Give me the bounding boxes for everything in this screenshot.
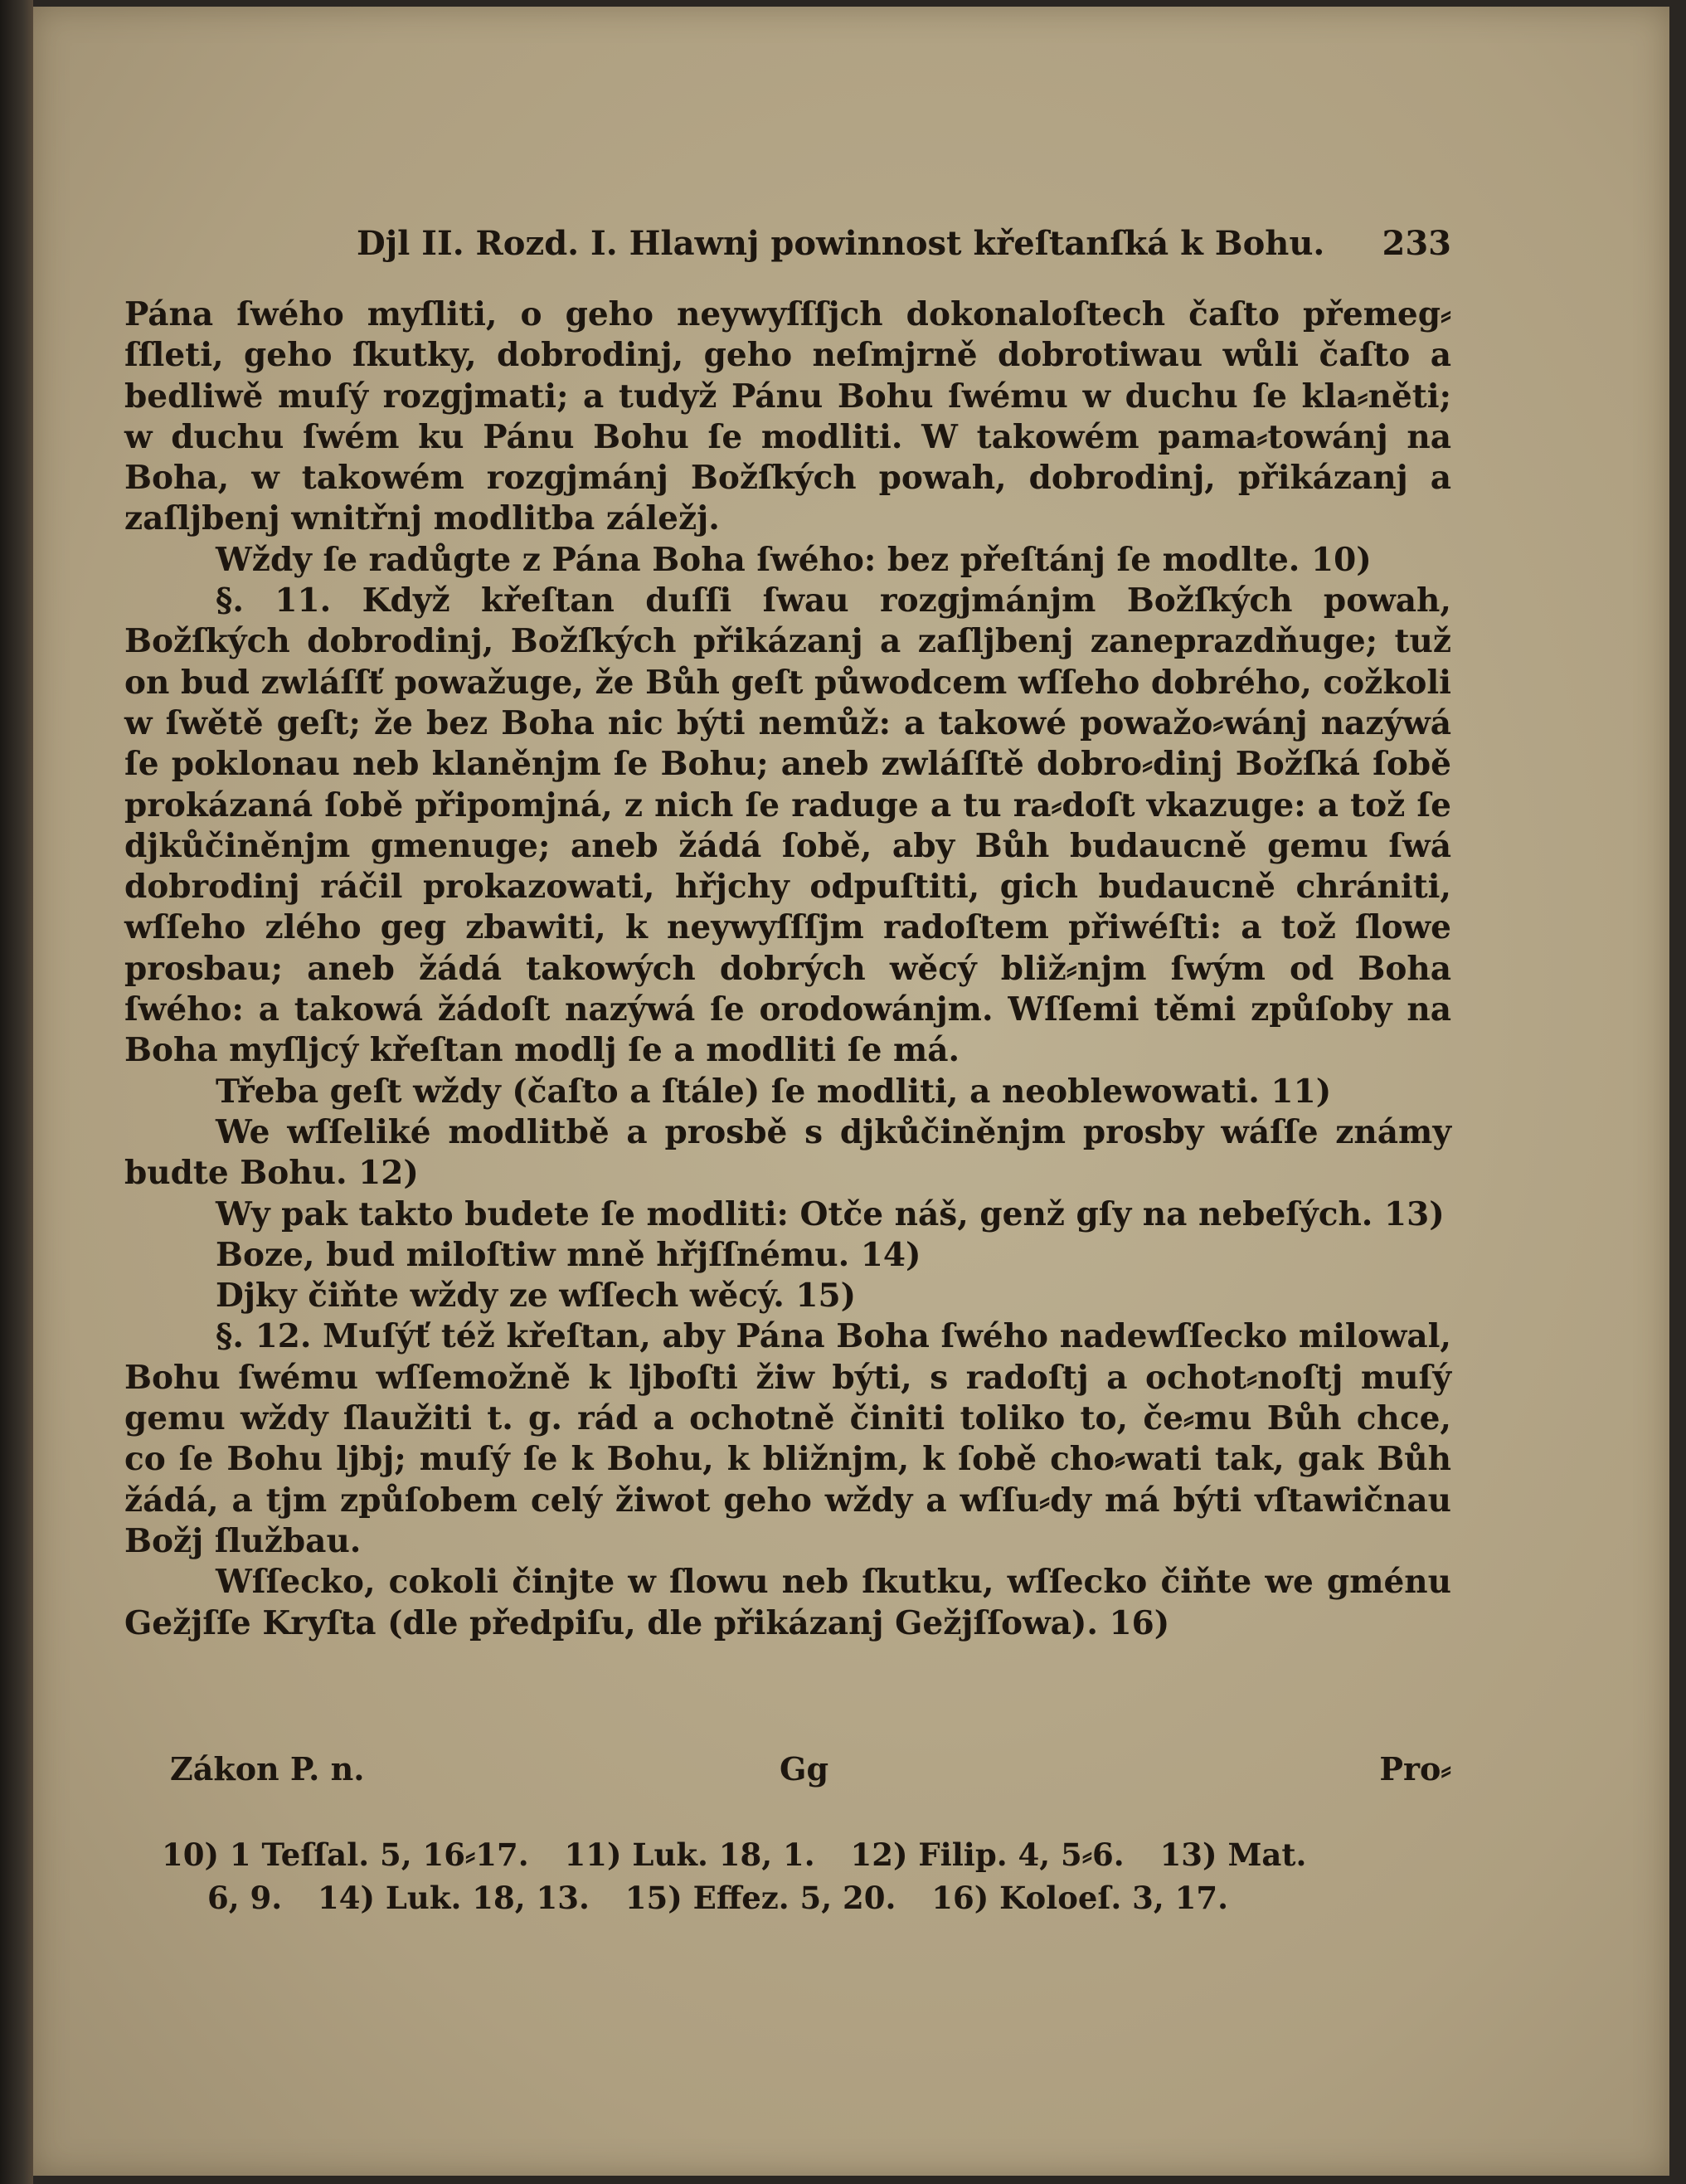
body-text xyxy=(124,294,1451,1644)
paragraph: We wſſeliké modlitbě a prosbě s djkůčiněnjm prosby wáſſe známy budte Bohu. 12) xyxy=(124,1112,1451,1193)
paragraph: Djky čiňte wždy ze wſſech wěcý. 15) xyxy=(216,1277,857,1316)
signature-mark: Gg xyxy=(780,1750,829,1788)
footnote: 6, 9. xyxy=(207,1880,283,1916)
paragraph: §. 12. Muſýť též křeſtan, aby Pána Boha ſwého nadewſſecko milowal, Bohu ſwému wſſemožně k ljboſti žiw býti, s radoſtj a ochot⸗noſtj muſý gemu wždy ſlaužiti t. g. rád a ochotně činiti toliko to, če⸗mu Bůh chce, co ſe Bohu ljbj; muſý ſe k Bohu, k bližnjm, k ſobě cho⸗wati tak, gak Bůh žádá, a tjm způſobem celý žiwot geho wždy a wſſu⸗dy má býti vſtawičnau Božj ſlužbau. xyxy=(124,1317,1451,1560)
book-binding xyxy=(0,0,33,2184)
running-title: Djl II. Rozd. I. Hlawnj powinnost křeſtanſká k Bohu. xyxy=(357,224,1325,263)
footnote-line xyxy=(124,1876,1451,1919)
footnote: 16) Koloeſ. 3, 17. xyxy=(931,1880,1229,1916)
catchline-label: Zákon P. n. xyxy=(170,1750,365,1788)
footnote: 14) Luk. 18, 13. xyxy=(318,1880,590,1916)
page-number: 233 xyxy=(1382,224,1451,263)
catchword: Pro⸗ xyxy=(1379,1750,1451,1788)
footnotes xyxy=(124,1833,1451,1919)
catchline xyxy=(124,1750,1451,1800)
footnote: 12) Filip. 4, 5⸗6. xyxy=(850,1836,1125,1873)
paragraph: §. 11. Když křeſtan duſſi ſwau rozgjmánjm Božſkých powah, Božſkých dobrodinj, Božſkých přikázanj a zaſljbenj zaneprazdňuge; tuž on bud zwláſſť powažuge, že Bůh geſt půwodcem wſſeho dobrého, cožkoli w ſwětě geſt; že bez Boha nic býti nemůž: a takowé powažo⸗wánj nazýwá ſe poklonau neb klaněnjm ſe Bohu; aneb zwláſſtě dobro⸗dinj Božſká ſobě prokázaná ſobě připomjná, z nich ſe raduge a tu ra⸗doſt vkazuge: a tož ſe djkůčiněnjm gmenuge; aneb žádá ſobě, aby Bůh budaucně gemu ſwá dobrodinj ráčil prokazowati, hřjchy odpuſtiti, gich budaucně chrániti, wſſeho zlého geg zbawiti, k neywyſſſjm radoſtem přiwéſti: a tož ſlowe prosbau; aneb žádá takowých dobrých wěcý bliž⸗njm ſwým od Boha ſwého: a takowá žádoſt nazýwá ſe orodowánjm. Wſſemi těmi způſoby na Boha myſljcý křeſtan modlj ſe a modliti ſe má. xyxy=(124,581,1451,1070)
footnote: 13) Mat. xyxy=(1159,1836,1307,1873)
footnote: 11) Luk. 18, 1. xyxy=(564,1836,815,1873)
footnote: 10) 1 Teſſal. 5, 16⸗17. xyxy=(162,1836,529,1873)
paragraph: Pána ſwého myſliti, o geho neywyſſſjch dokonaloſtech čaſto přemeg⸗ſſleti, geho ſkutky, dobrodinj, geho neſmjrně dobrotiwau wůli čaſto a bedliwě muſý rozgjmati; a tudyž Pánu Bohu ſwému w duchu ſe kla⸗něti; w duchu ſwém ku Pánu Bohu ſe modliti. W takowém pama⸗towánj na Boha, w takowém rozgjmánj Božſkých powah, dobrodinj, přikázanj a zaſljbenj wnitřnj modlitba záležj. xyxy=(124,295,1451,538)
footnote: 15) Effez. 5, 20. xyxy=(624,1880,896,1916)
paragraph: Boze, bud miloſtiw mně hřjſſnému. 14) xyxy=(216,1235,921,1274)
paragraph: Wždy ſe radůgte z Pána Boha ſwého: bez přeſtánj ſe modlte. 10) xyxy=(216,540,1372,579)
paragraph: Wy pak takto budete ſe modliti: Otče náš, genž gſy na nebeſých. 13) xyxy=(216,1194,1445,1233)
paragraph: Wſſecko, cokoli činjte w ſlowu neb ſkutku, wſſecko čiňte we gménu Gežjſſe Kryſta (dle předpiſu, dle přikázanj Gežjſſowa). 16) xyxy=(124,1563,1451,1642)
paragraph: Třeba geſt wždy (čaſto a ſtále) ſe modliti, a neoblewowati. 11) xyxy=(216,1072,1332,1111)
footnote-line xyxy=(124,1833,1451,1876)
running-header xyxy=(357,224,1451,274)
